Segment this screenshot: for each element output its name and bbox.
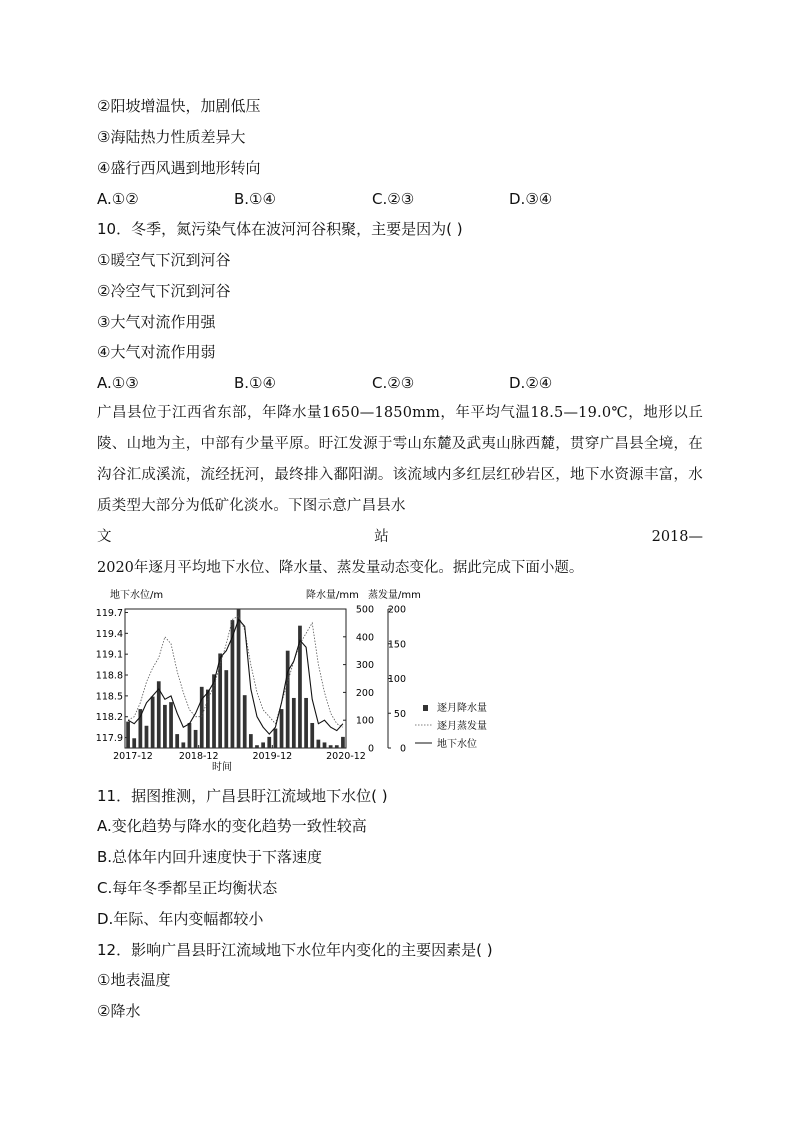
precipitation-bar	[255, 745, 259, 748]
precipitation-bar	[163, 705, 167, 748]
precipitation-bar	[304, 698, 308, 748]
x-axis-tick-label: 2019-12	[252, 751, 293, 762]
precip-axis-tick-label: 100	[355, 715, 374, 727]
precipitation-bar	[317, 740, 321, 748]
precipitation-bar	[310, 723, 314, 748]
evap-axis-tick-label: 200	[387, 604, 406, 616]
precipitation-bar	[267, 737, 271, 748]
q10-option-a[interactable]: A.①③	[97, 374, 139, 392]
q9-item-2: ②阳坡增温快，加剧低压	[97, 97, 261, 115]
evap-axis-tick-label: 150	[387, 639, 406, 651]
x-axis-tick-label: 2020-12	[326, 751, 366, 762]
legend-evap-label: 逐月蒸发量	[437, 721, 487, 732]
q9-option-b[interactable]: B.①④	[234, 190, 276, 208]
precip-axis-tick-label: 300	[355, 660, 374, 672]
q10-stem: 10．冬季，氮污染气体在波河河谷积聚，主要是因为( )	[97, 220, 463, 238]
precip-axis-tick-label: 0	[367, 743, 374, 755]
precipitation-bar	[335, 745, 339, 748]
precipitation-bar	[151, 697, 155, 748]
x-axis-label: 时间	[212, 762, 232, 773]
left-axis-tick-label: 117.9	[95, 733, 123, 745]
precipitation-bar	[286, 651, 290, 748]
q11-option-d[interactable]: D.年际、年内变幅都较小	[97, 910, 264, 928]
precipitation-bar	[132, 738, 136, 748]
precipitation-bar	[237, 609, 241, 748]
precip-axis-tick-label: 400	[355, 632, 374, 644]
passage-tail-1: 文	[97, 529, 112, 545]
evap-axis-tick-label: 50	[393, 708, 406, 720]
precipitation-bar	[261, 742, 265, 748]
q11-option-b[interactable]: B.总体年内回升速度快于下落速度	[97, 848, 323, 866]
left-axis-label: 地下水位/m	[110, 590, 164, 601]
passage-tail	[97, 527, 703, 547]
groundwater-chart	[95, 585, 510, 775]
q12-stem: 12．影响广昌县盱江流域地下水位年内变化的主要因素是( )	[97, 941, 493, 959]
precipitation-bar	[341, 737, 345, 748]
precip-axis-tick-label: 500	[355, 604, 374, 616]
q10-option-c[interactable]: C.②③	[372, 374, 415, 392]
precipitation-bar	[200, 687, 204, 748]
precipitation-bar	[218, 653, 222, 748]
precipitation-bar	[224, 670, 228, 748]
q11-option-c[interactable]: C.每年冬季都呈正均衡状态	[97, 879, 278, 897]
q9-option-c[interactable]: C.②③	[372, 190, 415, 208]
left-axis-tick-label: 119.1	[95, 649, 123, 661]
passage-tail-2: 站	[374, 529, 389, 545]
precipitation-bar	[329, 745, 333, 748]
q10-item-3: ③大气对流作用强	[97, 313, 216, 331]
q12-item-1: ①地表温度	[97, 971, 171, 989]
legend-precip-label: 逐月降水量	[437, 703, 487, 714]
precipitation-bar	[181, 742, 185, 748]
left-axis-tick-label: 118.2	[95, 712, 123, 724]
passage-tail-3: 2018—	[651, 529, 703, 545]
q10-option-b[interactable]: B.①④	[234, 374, 276, 392]
left-axis-tick-label: 119.7	[95, 607, 123, 619]
passage-body: 广昌县位于江西省东部，年降水量1650—1850mm，年平均气温18.5—19.0℃，地形以丘陵、山地为主，中部有少量平原。盱江发源于雩山东麓及武夷山脉西麓，贯穿广昌县全境，在沟谷汇成溪流，流经抚河，最终排入鄱阳湖。该流域内多红层红砂岩区，地下水资源丰富，水质类型大部分为低矿化淡水。下图示意广昌县水	[97, 405, 703, 514]
left-axis-tick-label: 118.8	[95, 670, 123, 682]
q9-item-3: ③海陆热力性质差异大	[97, 128, 246, 146]
precipitation-bar	[280, 709, 284, 748]
precip-axis-label: 降水量/mm	[306, 590, 359, 601]
q10-item-4: ④大气对流作用弱	[97, 343, 216, 361]
evap-axis-tick-label: 0	[399, 743, 406, 755]
left-axis-tick-label: 119.4	[95, 628, 123, 640]
q11-option-a[interactable]: A.变化趋势与降水的变化趋势一致性较高	[97, 817, 367, 835]
left-axis-tick-label: 118.5	[95, 691, 123, 703]
precipitation-bar	[169, 702, 173, 748]
precipitation-bar	[243, 695, 247, 748]
precipitation-bar	[323, 742, 327, 748]
precipitation-bar	[126, 722, 130, 748]
x-axis-tick-label: 2018-12	[178, 751, 219, 762]
precipitation-bar	[175, 734, 179, 748]
q9-item-4: ④盛行西风遇到地形转向	[97, 159, 261, 177]
legend	[415, 701, 487, 750]
q10-item-2: ②冷空气下沉到河谷	[97, 282, 231, 300]
precip-axis-tick-label: 200	[355, 687, 374, 699]
legend-gw-label: 地下水位	[437, 739, 477, 750]
precipitation-bar	[145, 726, 149, 748]
evap-axis-label: 蒸发量/mm	[368, 590, 421, 601]
precipitation-bar	[249, 734, 253, 748]
precipitation-bar	[188, 723, 192, 748]
evap-axis-tick-label: 100	[387, 674, 406, 685]
q9-option-d[interactable]: D.③④	[509, 190, 553, 208]
precipitation-bar	[274, 729, 278, 748]
q9-option-a[interactable]: A.①②	[97, 190, 139, 208]
passage-last: 2020年逐月平均地下水位、降水量、蒸发量动态变化。据此完成下面小题。	[97, 560, 584, 576]
q10-option-d[interactable]: D.②④	[509, 374, 553, 392]
legend-precip-swatch	[423, 705, 428, 711]
q12-item-2: ②降水	[97, 1002, 141, 1020]
x-axis-tick-label: 2017-12	[113, 751, 153, 762]
q10-item-1: ①暖空气下沉到河谷	[97, 251, 231, 269]
precipitation-bar	[194, 730, 198, 748]
q11-stem: 11．据图推测，广昌县盱江流域地下水位( )	[97, 787, 388, 805]
precipitation-bar	[292, 698, 296, 748]
